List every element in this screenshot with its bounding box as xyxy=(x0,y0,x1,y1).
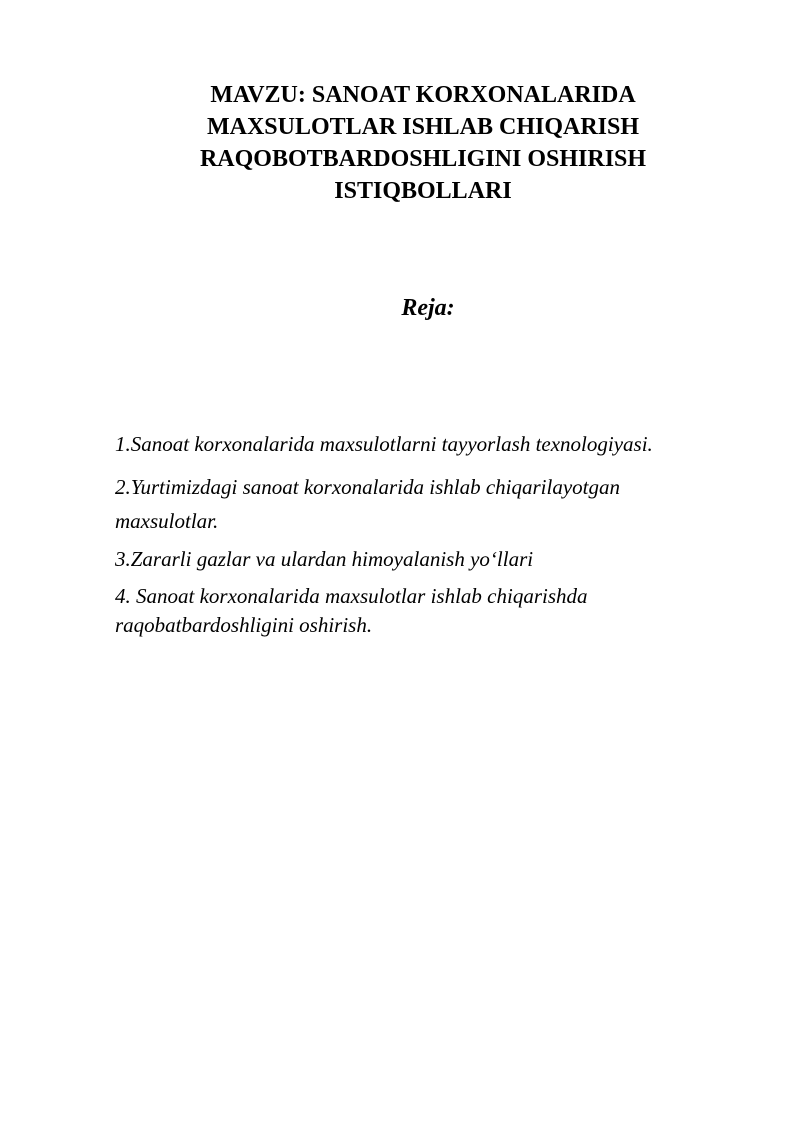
plan-item-3 xyxy=(115,545,765,574)
plan-item-1 xyxy=(115,430,765,459)
plan-item-line: 4. Sanoat korxonalarida maxsulotlar ishlab chiqarishda xyxy=(115,584,588,608)
document-title xyxy=(100,79,746,207)
title-line: MAVZU: SANOAT KORXONALARIDA xyxy=(210,82,636,108)
title-line: ISTIQBOLLARI xyxy=(334,178,512,204)
title-line: RAQOBOTBARDOSHLIGINI OSHIRISH xyxy=(199,146,647,172)
plan-item-line: 3.Zararli gazlar va ulardan himoyalanish yo‘llari xyxy=(115,547,534,571)
plan-item-line: raqobatbardoshligini oshirish. xyxy=(115,613,373,637)
plan-list xyxy=(115,430,765,640)
plan-item-line: 1.Sanoat korxonalarida maxsulotlarni tayyorlash texnologiyasi. xyxy=(115,432,653,456)
plan-item-4 xyxy=(115,582,765,640)
plan-heading: Reja: xyxy=(401,295,455,321)
title-line: MAXSULOTLAR ISHLAB CHIQARISH xyxy=(206,114,640,140)
plan-item-line: maxsulotlar. xyxy=(115,509,219,533)
plan-item-2 xyxy=(115,470,765,538)
plan-item-line: 2.Yurtimizdagi sanoat korxonalarida ishlab chiqarilayotgan xyxy=(115,475,621,499)
